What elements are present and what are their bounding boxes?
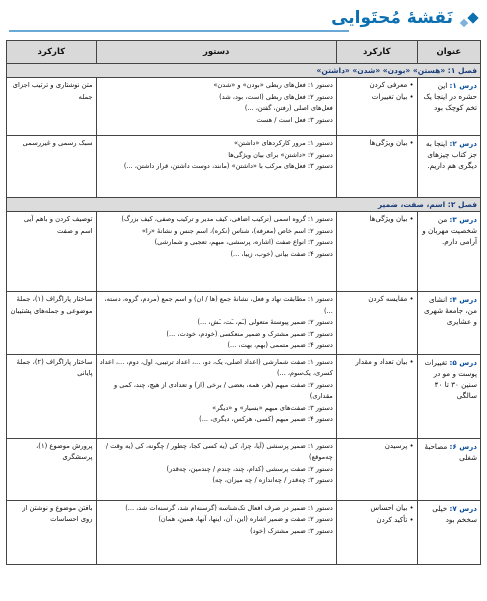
instruction-item: دستور ۳: ضمیر مشترک (خود) xyxy=(250,526,333,535)
lesson-title: مصاحبهٔ شغلی xyxy=(424,441,477,462)
table-row xyxy=(7,292,481,355)
lesson-title: من شخصیت مهربان و آرامی دارم. xyxy=(422,215,477,247)
instruction-cell xyxy=(96,292,336,355)
lesson-cell xyxy=(417,354,480,438)
activity-cell xyxy=(336,438,417,500)
instruction-item: دستور ۲: صفت پرسشی (کدام، چند، چندم / چندمین، چه‌قدر) xyxy=(166,464,333,473)
lesson-title: خیلی سخخم بود xyxy=(432,503,477,524)
instruction-item: دستور ۳: فعل‌های مرکب با «داشتن» (مانند، دوست داشتن، قرار داشتن، ...) xyxy=(123,162,333,171)
instruction-cell xyxy=(96,212,336,292)
activity-item: • پرسیدن xyxy=(384,441,414,450)
column-header-activity: کارکرد xyxy=(336,41,417,64)
homework-cell: ساختار پاراگراف (۲)، جملهٔ پایانی xyxy=(7,354,97,438)
activity-item: • معرفی کردن xyxy=(369,81,414,89)
instruction-cell xyxy=(96,354,336,438)
activity-item: • بیان تعداد و مقدار xyxy=(355,357,414,366)
lesson-number: درس ۶: xyxy=(449,441,477,451)
activity-item: • تأکید کردن xyxy=(376,515,414,524)
lesson-title: این حشره در اینجا یک تخم کوچک بود xyxy=(423,81,477,113)
instruction-cell xyxy=(96,438,336,500)
instruction-item: دستور ۴: ضمیر متممی (بهم، بهت، ...) xyxy=(227,341,333,350)
instruction-item: دستور ۲: اسم خاص (معرفه)، شناس (نکره)، اسم جنس و نشانهٔ «را» xyxy=(141,226,333,235)
instruction-item: دستور ۲: صفت مبهم (هر، همه، بعضی / برخی (از) و تعدادی از هیچ، چند، کمی و مقداری) xyxy=(113,380,333,401)
lesson-number: درس ۴: xyxy=(449,295,477,304)
activity-item: • بیان ویژگی‌ها xyxy=(369,139,414,147)
lesson-number: درس ۵: xyxy=(449,357,477,367)
instruction-item: فعل‌های اصلی (رفتن، گفتن، ...) xyxy=(244,104,333,113)
lesson-number: درس ۷: xyxy=(449,503,477,513)
lesson-title: اینجا به جز کتاب چیزهای دیگری هم داریم. xyxy=(426,139,477,171)
homework-cell: ساختار پاراگراف (۱)، جملهٔ موضوعی و جمله‌های پشتیبان xyxy=(7,292,97,355)
activity-item: • مقایسه کردن xyxy=(368,295,414,303)
lesson-number: درس ۲: xyxy=(449,139,477,148)
column-header-homework: کارکرد xyxy=(7,41,97,64)
section-title: فصل ۲: اسم، صفت، ضمیر xyxy=(7,198,481,212)
table-header-row xyxy=(7,41,481,64)
instruction-item: دستور ۱: ضمیر پرسشی (آیا، چرا، کی (یه کسی کجا، چطور / چگونه، کی (یه وقت / چه‌موقع) xyxy=(105,441,333,462)
instruction-cell xyxy=(96,136,336,198)
table-row xyxy=(7,354,481,438)
activity-cell xyxy=(336,136,417,198)
lesson-cell xyxy=(417,292,480,355)
lesson-number: درس ۳: xyxy=(449,215,477,224)
table-row xyxy=(7,500,481,564)
page-title: نَقشهٔ مُحتَوایی xyxy=(331,8,453,28)
activity-cell xyxy=(336,212,417,292)
header-decoration-icon xyxy=(457,10,479,32)
instruction-item: دستور ۱: فعل‌های ربطی «بودن» و «شدن» xyxy=(213,81,333,89)
instruction-item: دستور ۴: ضمیر مبهم (کسی، هرکس، دیگری، ...) xyxy=(199,415,333,424)
activity-cell xyxy=(336,500,417,564)
table-row xyxy=(7,78,481,136)
instruction-item: دستور ۲: صفت و ضمیر اشاره (این، آن، اینها، آنها، همین، همان) xyxy=(158,515,333,524)
lesson-cell xyxy=(417,500,480,564)
page-header xyxy=(9,6,479,36)
instruction-item: دستور ۴: صفت بیانی (خوب، زیبا، ...) xyxy=(230,249,333,258)
instruction-item: دستور ۳: انواع صفت (اشاره، پرسشی، مبهم، تعجبی و شمارشی) xyxy=(154,238,333,247)
instruction-item: دستور ۳: فعل است / هست xyxy=(256,115,333,124)
lesson-cell xyxy=(417,78,480,136)
lesson-cell xyxy=(417,212,480,292)
activity-cell xyxy=(336,292,417,355)
instruction-item: دستور ۱: ضمیر در صرف افعال تک‌شناسه (گرسنه‌ام شد، گرسنه‌ات شد، ...) xyxy=(125,503,333,512)
instruction-item: دستور ۲: فعل‌های ربطی (است، بود، شد) xyxy=(219,92,333,101)
instruction-item: دستور ۱: صفت شمارشی (اعداد اصلی، یک، دو، ...، اعداد ترتیبی، اول، دوم، ...، اعداد کسری، یک‌سوم، ...) xyxy=(99,357,333,378)
lesson-title: انشای من، جامعهٔ شهری و عشایری xyxy=(424,295,477,327)
activity-item: • بیان تغییرات xyxy=(371,92,414,101)
lesson-cell xyxy=(417,438,480,500)
instruction-item: دستور ۳: صفت‌های مبهم «بسیار» و «دیگر» xyxy=(212,403,333,412)
homework-cell: متن نوشتاری و ترتیب اجزای جمله xyxy=(7,78,97,136)
instruction-item: دستور ۳: ضمیر مشترک و ضمیر منعکسی (خودم، خودت، ...) xyxy=(166,329,333,338)
column-header-instruction: دستور xyxy=(96,41,336,64)
homework-cell: توصیف کردن و باهم آیی اسم و صفت xyxy=(7,212,97,292)
instruction-item: دستور ۱: مطابقت نهاد و فعل، نشانهٔ جمع (ها / ان) و اسم جمع (مردم، گروه، دسته، ...) xyxy=(104,295,333,315)
instruction-item: دستور ۳: چه‌قدر / چه‌اندازه / چه میزان، چه) xyxy=(212,476,333,485)
activity-item: • بیان ویژگی‌ها xyxy=(369,215,414,223)
activity-cell xyxy=(336,354,417,438)
header-rule xyxy=(9,30,349,32)
content-map-table xyxy=(6,40,481,565)
section-title: فصل ۱: «هستن» «بودن» «شدن» «داشتن» xyxy=(7,64,481,78)
activity-cell xyxy=(336,78,417,136)
homework-cell: پرورش موضوع (۱)، پرسشگری xyxy=(7,438,97,500)
section-row xyxy=(7,64,481,78)
homework-cell: بافتن موضوع و نوشتن از روی احساسات xyxy=(7,500,97,564)
instruction-cell xyxy=(96,500,336,564)
table-row xyxy=(7,212,481,292)
column-header-lesson: عنوان xyxy=(417,41,480,64)
lesson-cell xyxy=(417,136,480,198)
table-row xyxy=(7,136,481,198)
instruction-item: دستور ۲: ضمیر پیوستهٔ متعولی (ـَم، ـَت، ـَش، ...) xyxy=(197,318,333,327)
lesson-title: تغییرات پوست و مو در سنین ۳۰ تا ۴۰ سالگی xyxy=(424,357,477,401)
homework-cell: سبک رسمی و غیررسمی xyxy=(7,136,97,198)
instruction-item: دستور ۱: مرور کارکردهای «داشتن» xyxy=(234,139,333,147)
section-row xyxy=(7,198,481,212)
instruction-item: دستور ۱: گروه اسمی (ترکیب اضافی، کیف مدیر و ترکیب وصفی، کیف بزرگ) xyxy=(121,215,333,223)
activity-item: • بیان احساس xyxy=(370,503,414,512)
instruction-cell xyxy=(96,78,336,136)
lesson-number: درس ۱: xyxy=(449,81,477,90)
instruction-item: دستور ۲: «داشتن» برای بیان ویژگی‌ها xyxy=(228,150,333,159)
table-row xyxy=(7,438,481,500)
